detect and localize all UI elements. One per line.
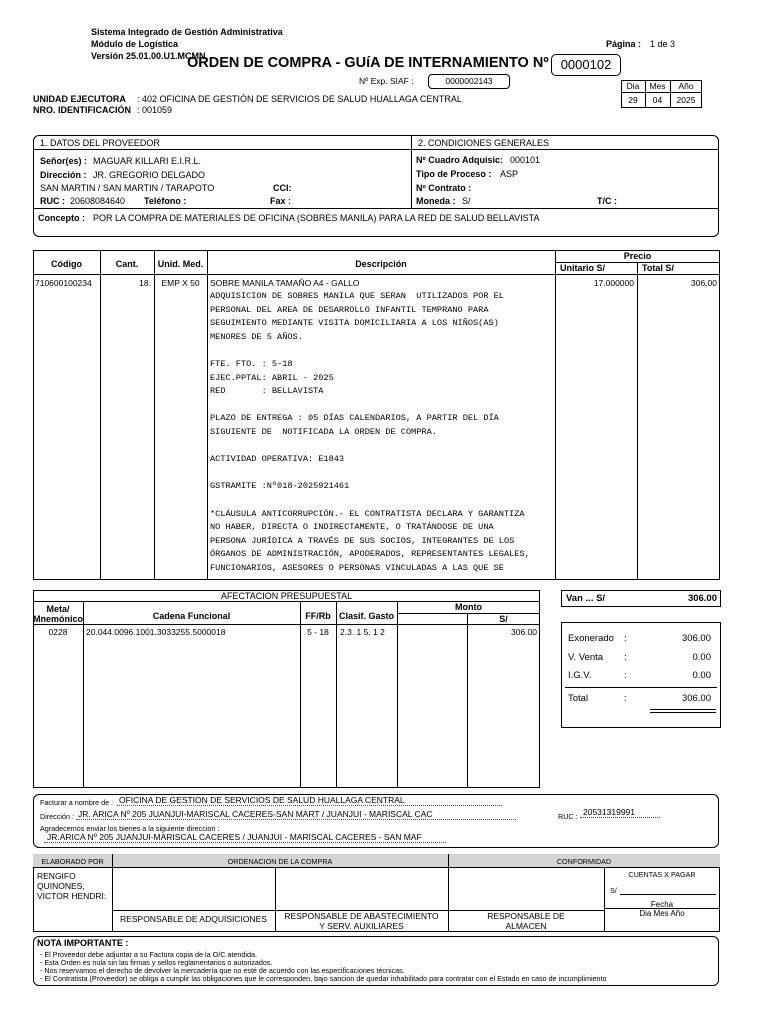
billing-direccion-underline [76, 819, 516, 820]
item-description [210, 290, 530, 575]
resp-almacen-line1: RESPONSABLE DE [487, 911, 565, 921]
item-description-line: FUNCIONARIOS, ASESORES O PERSONAS VINCULADAS A LAS QUE SE [210, 562, 504, 573]
col-header-codigo: Código [51, 259, 82, 269]
page-label: Página : [606, 39, 642, 49]
nro-identificacion-label: NRO. IDENTIFICACIÓN [33, 105, 131, 115]
igv-value: 0.00 [692, 670, 711, 681]
facturar-underline [117, 805, 502, 806]
note-line: - Nos reservamos el derecho de devolver la mercadería que no esté de acuerdo con las especificaciones técnicas. [40, 966, 405, 975]
item-description-line: GSTRAMITE :Nº018-2025921461 [210, 481, 350, 492]
col-header-cant: Cant. [115, 259, 139, 269]
provider-section-title: 1. DATOS DEL PROVEEDOR [40, 138, 160, 148]
item-description-line: ADQUISICION DE SOBRES MANILA QUE SERAN UTILIZADOS POR EL [210, 291, 504, 301]
col-header-total: Total S/ [642, 263, 674, 273]
order-number-box [551, 54, 621, 76]
budget-meta: 0228 [48, 627, 68, 637]
unidad-value: : 402 OFICINA DE GESTIÓN DE SERVICIOS DE SALUD HUALLAGA CENTRAL [137, 94, 462, 104]
item-description-line: FTE. FTO. : 5-18 [210, 358, 293, 369]
elaborado-header: ELABORADO POR [41, 857, 104, 866]
envio-value: JR.ARICA Nº 205 JUANJUI-MARISCAL CACERES / JUANJUI - MARISCAL CACERES - SAN MAF [47, 832, 422, 842]
exonerado-label: Exonerado [568, 633, 614, 644]
item-description-line: *CLÁUSULA ANTICORRUPCIÓN.- EL CONTRATISTA DECLARA Y GARANTIZA [210, 508, 525, 519]
resp-adquisiciones: RESPONSABLE DE ADQUISICIONES [120, 914, 267, 924]
item-total: 306.00 [691, 278, 717, 288]
budget-title: AFECTACION PRESUPUESTAL [220, 591, 353, 601]
siaf-value: 0000002143 [445, 76, 493, 86]
budget-header-ffrb: FF/Rb [305, 611, 331, 621]
cuentas-soles: S/ [610, 886, 617, 895]
igv-colon: : [624, 670, 627, 681]
ruc-value: 20608084640 [70, 196, 126, 206]
elaborado-name-line: QUINONES, [37, 881, 85, 891]
item-description-line [210, 440, 530, 454]
note-line: - El Contratista (Proveedor) se obliga a cumplir las obligaciones que le corresponden, bajo sancion de quedar inhabilitado para contratar con el Estado en caso de incumplimiento [40, 974, 607, 983]
moneda-value: S/ [462, 196, 471, 206]
exonerado-colon: : [624, 633, 627, 644]
date-month-label: Mes [649, 81, 666, 91]
page-title: ORDEN DE COMPRA - GUíA DE INTERNAMIENTO Nº [187, 55, 549, 71]
budget-divider [33, 624, 540, 625]
igv-label: I.G.V. [568, 670, 592, 681]
budget-header-soles: S/ [499, 614, 508, 624]
page-number: 1 de 3 [650, 39, 676, 49]
date-day-label: Dia [626, 81, 640, 91]
column-divider [154, 250, 155, 580]
tipo-proceso-value: ASP [500, 169, 519, 179]
budget-header-meta: Meta/ [46, 604, 70, 614]
item-description-line: MENORES DE 5 AÑOS. [210, 331, 303, 342]
fecha-label: Fecha [650, 900, 674, 909]
concepto-label: Concepto : [38, 213, 85, 223]
version-label: Versión 25.01.00.U1.MCMN [91, 51, 206, 61]
date-day: 29 [628, 95, 638, 105]
signatures-divider [33, 867, 720, 868]
date-divider [621, 92, 702, 93]
fecha-columns: Dia Mes Año [639, 909, 685, 918]
column-divider [100, 250, 101, 580]
telefono-label: Teléfono : [144, 196, 187, 206]
cuadro-value: 000101 [510, 155, 541, 165]
budget-column-divider [83, 601, 84, 788]
module-name: Módulo de Logística [91, 39, 178, 49]
ruc-label: RUC : [40, 196, 65, 206]
fax-label: Fax : [270, 196, 292, 206]
item-desc-title: SOBRE MANILA TAMAÑO A4 - GALLO [210, 278, 360, 288]
item-unid: EMP X 50 [161, 278, 200, 288]
col-header-unitario: Unitario S/ [560, 263, 606, 273]
siaf-box [428, 74, 510, 89]
budget-ffrb: 5 - 18 [307, 627, 329, 637]
budget-column-divider [467, 613, 468, 788]
billing-ruc-underline [580, 817, 660, 818]
budget-column-divider [397, 601, 398, 788]
order-number: 0000102 [560, 57, 612, 72]
total-value: 306.00 [681, 693, 711, 704]
item-description-line: PERSONA JURÍDICA A TRAVÉS DE SUS SOCIOS, INTEGRANTES DE LOS [210, 535, 515, 546]
van-label: Van ... S/ [566, 593, 606, 604]
date-year: 2025 [676, 95, 696, 105]
facturar-label: Facturar a nombre de : [40, 798, 114, 807]
siaf-label: Nº Exp. SIAF : [359, 76, 414, 86]
billing-direccion-value: JR. ARICA Nº 205 JUANJUI-MARISCAL CACERES-SAN MART / JUANJUI - MARISCAL CAC [78, 809, 433, 819]
table-header-divider [33, 274, 720, 275]
venta-label: V. Venta [568, 652, 604, 663]
provider-location: SAN MARTIN / SAN MARTIN / TARAPOTO [40, 183, 215, 193]
facturar-value: OFICINA DE GESTION DE SERVICIOS DE SALUD HUALLAGA CENTRAL [119, 795, 405, 805]
note-line: - El Proveedor debe adjuntar a su Factura copia de la O/C atendida. [40, 950, 257, 959]
col-header-unid: Unid. Med. [157, 259, 204, 269]
budget-header-cadena: Cadena Funcional [152, 611, 231, 621]
section-divider [411, 135, 412, 208]
item-description-line: SEGUIMIENTO MEDIANTE VISITA DOMICILIARIA A LOS NIÑOS(AS) [210, 318, 499, 329]
item-description-line [210, 494, 530, 508]
budget-header-clasif: Clasif. Gasto [338, 611, 394, 621]
item-description-line: PLAZO DE ENTREGA : 05 DÍAS CALENDARIOS, A PARTIR DEL DÍA [210, 413, 499, 424]
item-description-line: SIGUIENTE DE NOTIFICADA LA ORDEN DE COMPRA. [210, 426, 437, 437]
elaborado-name-line: RENGIFO [37, 871, 76, 881]
budget-cadena: 20.044.0096.1001.3033255.5000018 [86, 627, 226, 637]
item-description-line: PERSONAL DEL AREA DE DESARROLLO INFANTIL TEMPRANO PARA [210, 304, 489, 315]
conditions-section-title: 2. CONDICIONES GENERALES [418, 138, 550, 148]
resp-abastecimiento-line2: Y SERV. AUXILIARES [319, 921, 404, 931]
column-divider [637, 262, 638, 580]
item-description-line [210, 399, 530, 413]
resp-abastecimiento-line1: RESPONSABLE DE ABASTECIMIENTO [284, 911, 439, 921]
budget-clasif: 2.3. 1 5. 1 2 [340, 627, 385, 637]
contrato-label: Nº Contrato : [416, 183, 472, 193]
budget-column-divider [336, 601, 337, 788]
billing-ruc-value: 20531319991 [583, 807, 636, 817]
elaborado-name-line: VICTOR HENDRI: [37, 891, 107, 901]
cci-label: CCI: [273, 183, 292, 193]
concepto-value: POR LA COMPRA DE MATERIALES DE OFICINA (SOBRES MANILA) PARA LA RED DE SALUD BELLAVISTA [93, 213, 540, 223]
senor-value: MAGUAR KILLARI E.I.R.L. [93, 156, 202, 166]
budget-monto: 306.00 [511, 627, 537, 637]
col-header-precio: Precio [623, 251, 652, 261]
item-cant: 18. [139, 278, 151, 288]
item-description-line [210, 467, 530, 481]
total-underline [650, 709, 716, 710]
resp-almacen-line2: ALMACEN [505, 921, 547, 931]
cuentas-x-pagar: CUENTAS X PAGAR [628, 870, 696, 879]
item-description-line: NO HABER, DIRECTA O INDIRECTAMENTE, O TRATÁNDOSE DE UNA [210, 522, 494, 533]
item-description-line: EJEC.PPTAL: ABRIL - 2025 [210, 372, 334, 383]
notes-title: NOTA IMPORTANTE : [37, 938, 129, 948]
total-label: Total [568, 693, 589, 704]
section-divider [33, 208, 719, 209]
billing-direccion-label: Dirección : [40, 812, 74, 821]
note-line: - Esta Orden es nula sin las firmas y sellos reglamentarios o autorizados. [40, 958, 273, 967]
senor-label: Señor(es) : [40, 156, 88, 166]
col-header-descripcion: Descripción [355, 259, 407, 269]
column-divider [207, 250, 208, 580]
cuadro-label: Nº Cuadro Adquisic: [416, 155, 503, 165]
ordenacion-header: ORDENACION DE LA COMPRA [227, 857, 333, 866]
cuentas-amount-line [620, 894, 716, 895]
direccion-label: Dirección : [40, 170, 87, 180]
budget-header-monto: Monto [455, 602, 482, 612]
item-description-line: ÓRGANOS DE ADMINISTRACIÓN, APODERADOS, REPRESENTANTES LEGALES, [210, 549, 530, 560]
tc-label: T/C : [597, 196, 617, 206]
section-divider [33, 149, 719, 150]
item-description-line: RED : BELLAVISTA [210, 386, 324, 397]
venta-colon: : [624, 652, 627, 663]
total-underline [650, 712, 716, 713]
item-unitario: 17.000000 [593, 278, 634, 288]
tipo-proceso-label: Tipo de Proceso : [416, 169, 492, 179]
exonerado-value: 306.00 [681, 633, 711, 644]
totals-separator [565, 687, 717, 688]
nro-identificacion-value: : 001059 [137, 105, 173, 115]
unidad-label: UNIDAD EJECUTORA [33, 94, 126, 104]
venta-value: 0.00 [692, 652, 711, 663]
direccion-value: JR. GREGORIO DELGADO [93, 170, 206, 180]
moneda-label: Moneda : [416, 196, 456, 206]
envio-label: Agradecemos enviar los bienes a la siguiente direccion : [40, 824, 220, 833]
item-description-line [210, 344, 530, 358]
system-name: Sistema Integrado de Gestión Administrativa [91, 27, 283, 37]
billing-ruc-label: RUC : [558, 812, 578, 821]
van-value: 306.00 [687, 593, 717, 604]
date-month: 04 [652, 95, 663, 105]
date-year-label: Año [678, 81, 694, 91]
item-codigo: 710600100234 [35, 278, 92, 288]
budget-header-mnemonico: Mnemónico [33, 614, 84, 624]
column-divider [555, 250, 556, 580]
total-colon: : [624, 693, 627, 704]
conformidad-header: CONFORMIDAD [556, 857, 612, 866]
item-description-line: ACTIVIDAD OPERATIVA: E1843 [210, 454, 345, 465]
envio-underline [44, 842, 446, 843]
